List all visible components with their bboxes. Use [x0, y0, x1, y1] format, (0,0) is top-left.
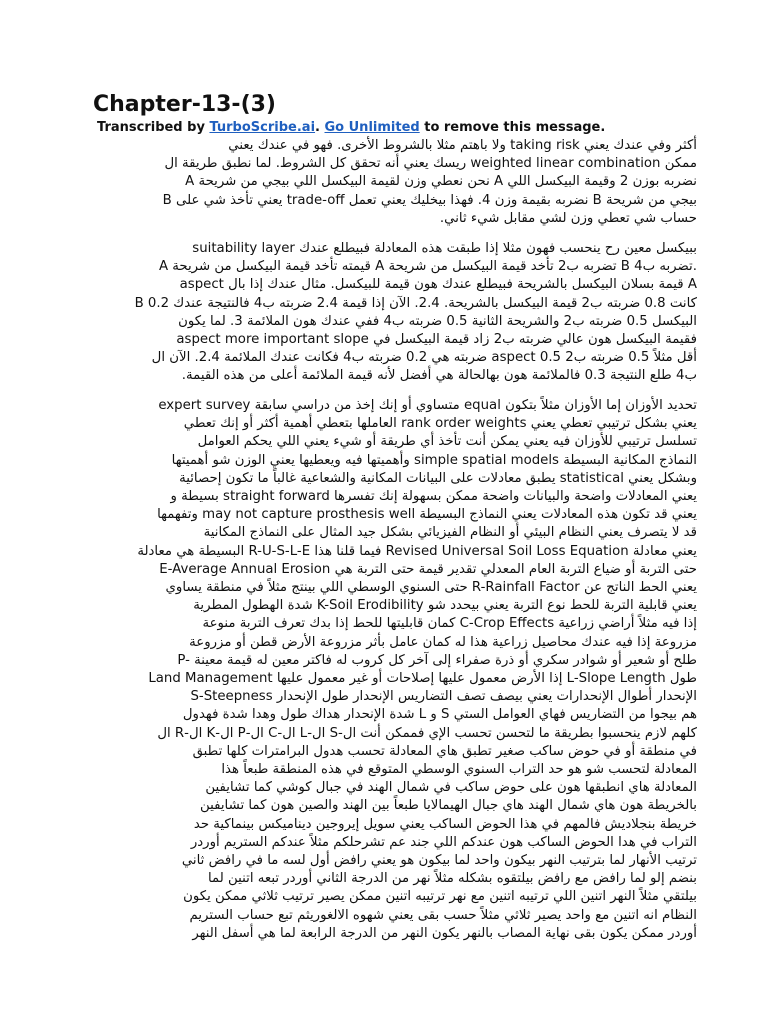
page-title: Chapter-13-(3)	[93, 92, 276, 117]
text-line: بنضم إلو لما رافض مع رافض بيلتقوه بشكله مثلاً نهر من الدرجة الثاني أوردر تبعه اتنين لما	[207, 871, 697, 887]
text-line: B يعني تأخذ شي على trade-off نضربه بقيمة وزن 4. فهذا بيخليك يعني تعمل B بيجي من شريحة	[162, 192, 697, 208]
paragraph-1	[90, 137, 697, 228]
text-line: P- طلح أو شعير أو شوادر سكري أو ذرة صفراء إلى آخر كل كروب له فاكتر معين له قيمة معينة	[177, 652, 697, 668]
text-line: هم بيجوا من التضاريس فهاي العوامل الستي S و L شدة الإنحدار هداك طول وهدا شدة فهدول	[182, 707, 697, 723]
transcription-banner	[97, 119, 605, 136]
text-line: B 0.2 كانت 0.8 ضربته ب2 قيمة البيكسل بالشريحة. 2.4. الآن إذا قيمة 2.4 ضربته ب4 فالنتيجة عندك	[134, 295, 697, 311]
text-line: يعني قابلية التربة للحط نوع التربة يعني بيحدد شو K-Soil Erodibility شدة الهطول المطرية	[193, 598, 697, 614]
text-line: مزروعة إذا فيه عندك محاصيل زراعية هذا له كمان عامل بأثر مزروعة الأرض قطن أو مزروعة	[189, 634, 697, 650]
turboscribe-link[interactable]: TurboScribe.ai	[209, 120, 316, 135]
text-line: A قيمته تأخد قيمة البيكسل من شريحة A تضربه ب2 تأخد قيمة البيكسل من شريحة B تضربه ب4.	[158, 259, 697, 275]
text-line: بالخريطة هون هاي شمال الهند هاي جبال الهيمالايا طبعاً بين الهند والصين هون كما تشايفين	[199, 798, 697, 814]
text-line: ب4 طلع النتيجة 0.3 فالملائمة هون بهالحالة هي أفضل لأنه قيمة الملائمة أعلى من هذه القيمة.	[181, 368, 697, 384]
text-line: أقل مثلاً 0.5 ضربته ب2 aspect 0.5 ضربته هي 0.2 ضربته ب4 فكانت عندك الملائمة 2.4. الآن ال	[151, 350, 697, 366]
text-line: في منطقة أو في حوض ساكب صغير تطبق هاي المعادلة تحسب هدول البرامترات كلها تطبق	[192, 743, 697, 759]
text-line: يعني الحط الناتج عن R-Rainfall Factor حتى السنوي الوسطي اللي بينتج مثلاً في منطقة يساوي	[165, 580, 697, 596]
go-unlimited-link[interactable]: Go Unlimited	[324, 120, 420, 135]
text-line: Land Management إذا الأرض معمول عليها إصلاحات أو غير معمول عليها L-Slope Length طول	[148, 671, 697, 687]
text-line: aspect قيمة بسلان البيكسل بالشريحة فبيطلع عندك هون قيمة للبيكسل. مثال عندك إذا بال A	[179, 277, 697, 293]
text-line: المعادلة لتحسب شو هو حد التراب السنوي الوسطي المتوقع في هذه المنطقة طبعاً هذا	[221, 762, 697, 778]
text-line: وبشكل يعني statistical يطبق معادلات على البيانات المكانية والشعاعية غالباً ما تكون إحصائية	[179, 470, 697, 486]
text-line: قد لا يتصرف يعني النظام البيئي أو النظام الفيزيائي بشكل جيد المثال على النماذج المكانية	[203, 525, 697, 541]
banner-dot: .	[315, 120, 325, 135]
text-line: إذا فيه مثلاً أراضي زراعية C-Crop Effects كمان قابليتها للحط إذا بدك تعرف التربة منوعة	[202, 616, 697, 632]
text-line: ترتيب الأنهار لما بترتيب النهر بيكون واحد لما بيكون هو يعني رافض أول لسه ما في رافض ثاني	[181, 853, 697, 869]
paragraph-2	[90, 240, 697, 386]
text-line: يعني معادلة Revised Universal Soil Loss Equation فيما قلنا هذا R-U-S-L-E البسيطة هي معادلة	[137, 543, 697, 559]
text-line: البيكسل 0.5 ضربته ب2 والشريحة الثانية 0.5 ضربته ب4 ففي عندك هون الملائمة 3. لما يكون	[178, 313, 697, 329]
text-line: يعني المعادلات واضحة والبيانات واضحة ممكن بسهولة إنك تفسرها straight forward بسيطة و	[170, 489, 697, 505]
text-line: بيلتقي مثلاً النهر اتنين اللي ترتيبه اتنين مع نهر ترتيبه اتنين ممكن يصير ترتيب ثلاثي ممكن يكون	[183, 889, 697, 905]
paragraph-3	[90, 397, 697, 943]
text-line: التراب في هدا الحوض الساكب هون عندكم اللي جند عم تشرحلكم مثلاً عندكم الستريم أوردر	[190, 834, 697, 850]
text-line: أكثر وفي عندك يعني taking risk ولا باهتم مثلا بالشروط الأخرى. فهو في عندك يعني	[228, 138, 697, 153]
text-line: أوردر ممكن يكون بقى نهاية المصاب بالنهر يكون النهر من الدرجة الرابعة لما هي أسفل النهر	[192, 925, 697, 941]
text-line: يعني بشكل ترتيبي تعطي يعني rank order weights العاملها بتعطي أهمية أكثر أو إنك تعطي	[183, 416, 697, 432]
text-line: كلهم لازم ينحسبوا بطريقة ما لتحسن تحسب الإي فممكن أنت ال-S ال-L ال-C ال-P ال-K ال-R ال	[157, 725, 697, 741]
text-line: aspect more important slope فقيمة البيكسل هون عالي ضربته ب2 زاد قيمة البيكسل في	[176, 332, 697, 348]
text-line: E-Average Annual Erosion حتى التربة أو ضياع التربة العام المعدلي تقدير قيمة حتى التربة هي	[159, 561, 697, 577]
text-line: ممكن weighted linear combination ريسك يعني أنه تحقق كل الشروط. لما نطبق طريقة ال	[164, 156, 697, 172]
banner-suffix: to remove this message.	[419, 120, 606, 135]
text-line: تسلسل ترتيبي للأوزان فيه يعني يمكن أنت تأخذ أي طريقة أو شيء يعني اللي يحكم العوامل	[197, 434, 697, 450]
text-line: suitability layer ببيكسل معين رح ينحسب فهون مثلا إذا طبقت هذه المعادلة فبيطلع عندك	[192, 241, 697, 256]
text-line: expert survey متساوي أو إنك إخذ من دراسي سابقة equal تحديد الأوزان إما الأوزان مثلاً بتكون	[158, 398, 697, 413]
text-line: حساب شي تعطي وزن لشي مقابل شيء ثاني.	[439, 210, 697, 226]
text-line: S-Steepness الإنحدار أطوال الإنحدارات يعني بيصف تصف التضاريس الإنحدار طول الإنحدار	[190, 689, 697, 705]
banner-prefix: Transcribed by	[97, 120, 210, 135]
text-line: خريطة بنجلاديش فالمهم في هذا الحوض الساكب يعني سويل إيروجين ديناميكس بينماكية حد	[193, 816, 697, 832]
text-line: النظام انه اتنين مع واحد يصير ثلاثي مثلاً حسب بقى يعني شهوه الالغوريثم تبع حساب الستريم	[189, 907, 697, 923]
text-line: المعادلة هاي انطبقها هون على حوض ساكب في شمال الهند في جبال كوشي كما تشايفين	[205, 780, 697, 796]
text-line: A نحن نعطي وزن لقيمة البيكسل اللي بيجي من شريحة A نضربه بوزن 2 وقيمة البيكسل اللي	[185, 174, 697, 190]
text-line: يعني قد تكون هذه المعادلات يعني النماذج البسيطة may not capture prosthesis well وتفهمها	[157, 507, 697, 523]
text-line: النماذج المكانية البسيطة simple spatial models وأهميتها فيه ويعطيها يعني الوزن شو أهميتها	[171, 452, 697, 468]
